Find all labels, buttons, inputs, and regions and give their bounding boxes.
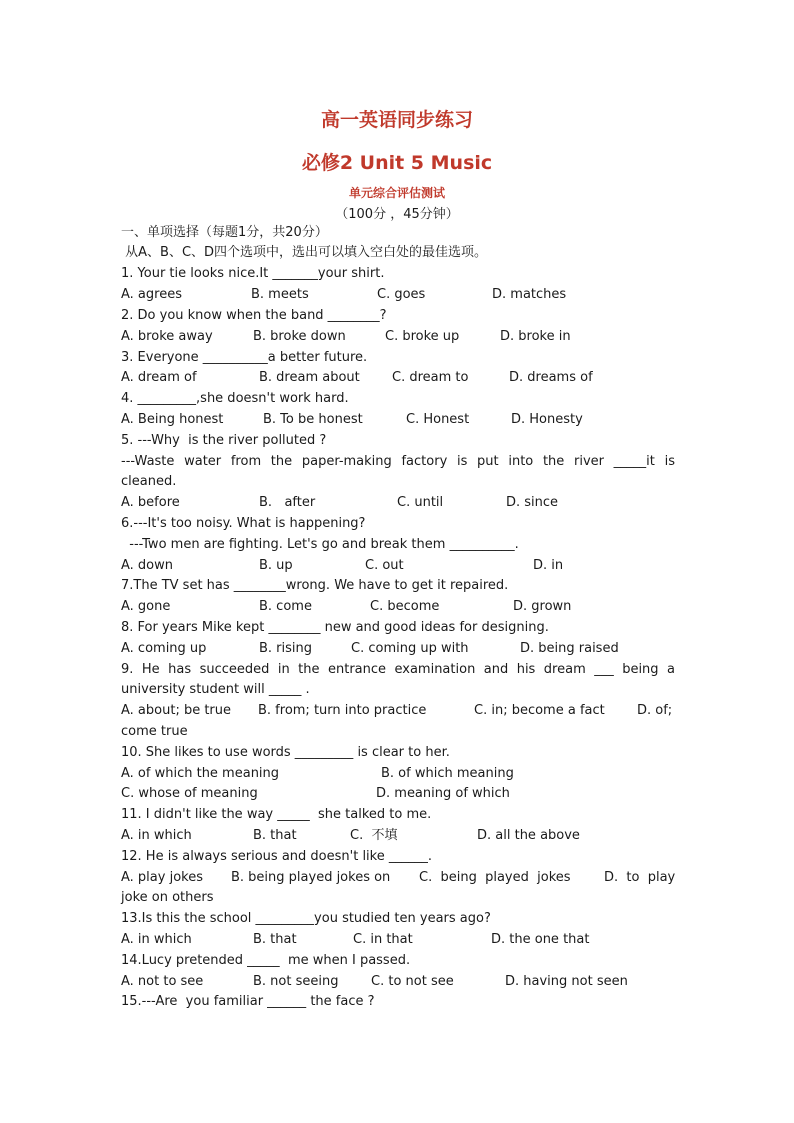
option: B. that [253,932,297,947]
option: D. in [533,558,564,573]
option: C. out [365,558,404,573]
option: D. matches [492,287,567,302]
question-stem: 2. Do you know when the band ________? [121,308,387,323]
option: A. not to see [121,974,204,989]
option: A. in which [121,932,192,947]
option: B. up [259,558,293,573]
question-stem: ---Two men are fighting. Let's go and break them __________. [121,537,519,552]
question-stem: 1. Your tie looks nice.It _______your shirt. [121,266,385,281]
option: B. broke down [253,329,346,344]
question-stem: cleaned. [121,474,177,489]
option: C. 不填 [350,828,398,843]
option: D. meaning of which [376,786,510,801]
option: A. down [121,558,174,573]
option: D. having not seen [505,974,628,989]
option: come true [121,724,188,739]
option: B. not seeing [253,974,339,989]
section-heading: 一、单项选择（每题1分，共20分） [121,225,328,240]
option: B. after [259,495,316,510]
option: C. to not see [371,974,454,989]
option: A. agrees [121,287,182,302]
option: D. grown [513,599,572,614]
option: A. gone [121,599,171,614]
option: D. being raised [520,641,619,656]
test-info: （100分 ，45分钟） [335,207,459,222]
option: B. from; turn into practice [258,703,427,718]
question-stem: 12. He is always serious and doesn't like ______. [121,849,432,864]
option: D. since [506,495,559,510]
option: A. of which the meaning [121,766,280,781]
question-stem: 4. _________,she doesn't work hard. [121,391,349,406]
unit-subtitle: 必修2 Unit 5 Music [301,152,493,174]
option: C. whose of meaning [121,786,258,801]
option: C. goes [377,287,426,302]
question-stem: 13.Is this the school _________you studied ten years ago? [121,911,491,926]
option: D. all the above [477,828,580,843]
question-stem: 14.Lucy pretended _____ me when I passed. [121,953,411,968]
option: A. coming up [121,641,207,656]
option: D. dreams of [509,370,593,385]
page-title: 高一英语同步练习 [320,109,473,131]
question-stem: 3. Everyone __________a better future. [121,350,368,365]
option: C. coming up with [351,641,469,656]
question-stem: 10. She likes to use words _________ is clear to her. [121,745,450,760]
question-stem: 7.The TV set has ________wrong. We have to get it repaired. [121,578,509,593]
option: B. dream about [259,370,360,385]
question-stem: 15.---Are you familiar ______ the face ? [121,994,375,1009]
option: D. broke in [500,329,571,344]
option: C. broke up [385,329,460,344]
option: B. meets [251,287,309,302]
question-stem: 5. ---Why is the river polluted ? [121,433,327,448]
option: B. being played jokes on [231,870,391,885]
option: C. being played jokes [419,870,571,885]
option: D. to play [604,870,676,885]
option: A. dream of [121,370,197,385]
option: C. in that [353,932,413,947]
option: C. until [397,495,444,510]
question-stem: 11. I didn't like the way _____ she talked to me. [121,807,432,822]
option: B. of which meaning [381,766,514,781]
option: D. the one that [491,932,590,947]
option: C. Honest [406,412,470,427]
option: joke on others [121,890,214,905]
option: B. come [259,599,312,614]
option: C. in; become a fact [474,703,605,718]
question-stem: ---Waste water from the paper-making factory is put into the river _____it is [121,454,675,469]
option: D. Honesty [511,412,583,427]
question-stem: 6.---It's too noisy. What is happening? [121,516,366,531]
option: C. become [370,599,440,614]
option: B. that [253,828,297,843]
test-name: 单元综合评估测试 [348,186,445,200]
option: A. broke away [121,329,213,344]
question-stem: university student will _____ . [121,682,310,697]
option: B. To be honest [263,412,363,427]
option: A. before [121,495,180,510]
instruction: 从A、B、C、D四个选项中，选出可以填入空白处的最佳选项。 [121,245,488,260]
option: D. of; [637,703,673,718]
option: A. Being honest [121,412,224,427]
option: B. rising [259,641,313,656]
question-stem: 9. He has succeeded in the entrance examination and his dream ___ being a [121,662,675,677]
option: A. about; be true [121,703,232,718]
option: A. in which [121,828,192,843]
option: C. dream to [392,370,469,385]
question-stem: 8. For years Mike kept ________ new and good ideas for designing. [121,620,549,635]
option: A. play jokes [121,870,203,885]
